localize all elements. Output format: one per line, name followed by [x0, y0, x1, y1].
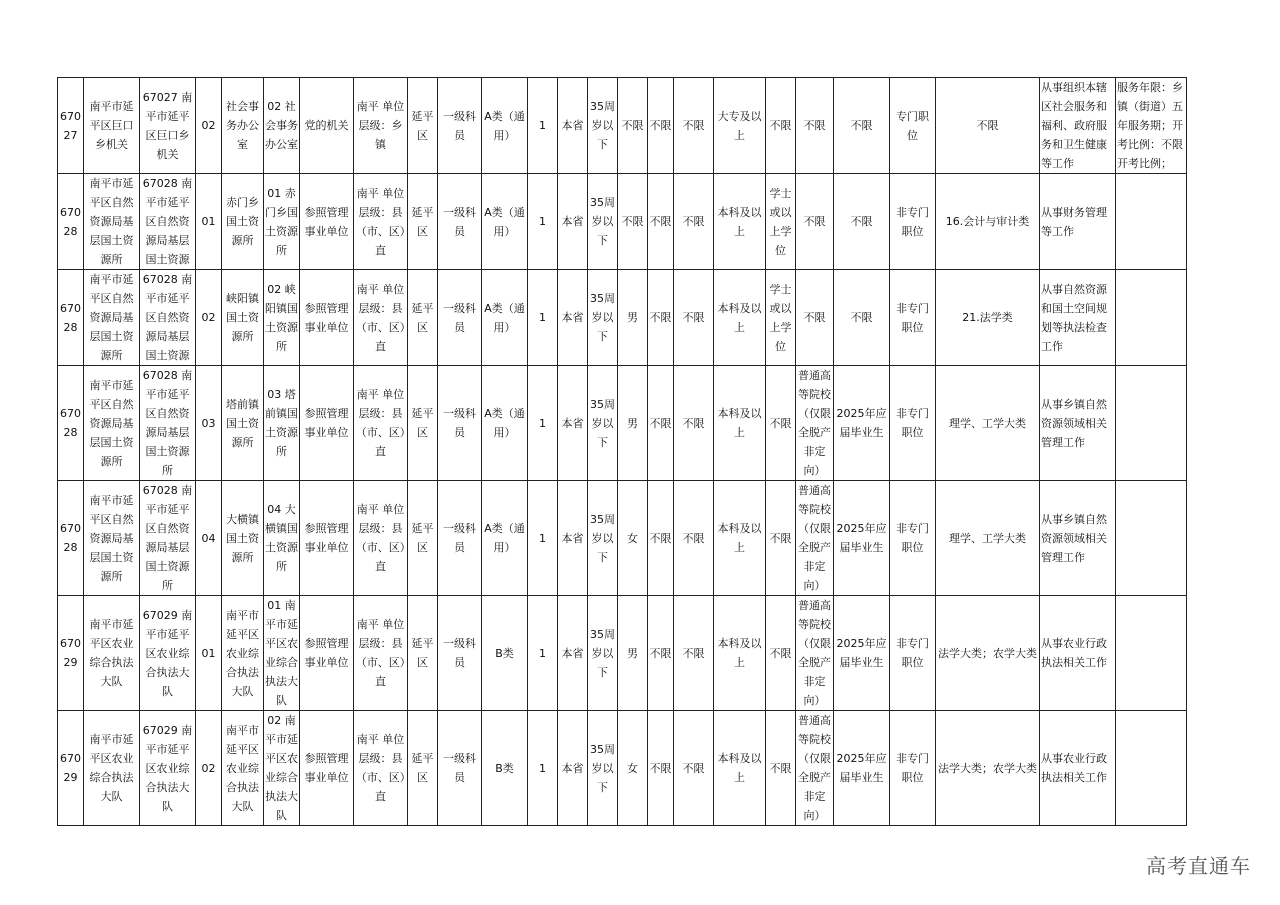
table-cell: 不限 [766, 78, 796, 174]
table-row [58, 711, 1187, 826]
table-cell: 67028 南平市延平区自然资源局基层国土资源 [140, 174, 196, 270]
table-cell: 35周岁以下 [588, 366, 618, 481]
table-cell: 不限 [834, 270, 890, 366]
table-cell: 理学、工学大类 [936, 481, 1040, 596]
table-cell: 本科及以上 [714, 174, 766, 270]
table-cell: 非专门职位 [890, 174, 936, 270]
table-cell: 35周岁以下 [588, 711, 618, 826]
table-cell: 男 [618, 366, 648, 481]
table-cell: 1 [528, 366, 558, 481]
table-cell [1116, 596, 1187, 711]
table-cell: 延平区 [408, 596, 438, 711]
table-cell: 延平区 [408, 270, 438, 366]
table-cell: 本省 [558, 78, 588, 174]
table-cell: 01 赤门乡国土资源所 [264, 174, 300, 270]
table-row [58, 596, 1187, 711]
table-cell: 不限 [618, 174, 648, 270]
table-cell: 女 [618, 711, 648, 826]
table-cell: 35周岁以下 [588, 596, 618, 711]
table-cell: B类 [482, 596, 528, 711]
table-cell: 峡阳镇国土资源所 [222, 270, 264, 366]
table-cell: 学士或以上学位 [766, 174, 796, 270]
table-cell: 南平市延平区农业综合执法大队 [222, 596, 264, 711]
table-cell: 非专门职位 [890, 711, 936, 826]
table-cell: 本科及以上 [714, 270, 766, 366]
table-cell: 不限 [674, 366, 714, 481]
table-cell: 南平 单位层级：县（市、区）直 [354, 270, 408, 366]
table-cell: 2025年应届毕业生 [834, 366, 890, 481]
table-cell [1116, 711, 1187, 826]
table-cell: 一级科员 [438, 596, 482, 711]
table-cell: 党的机关 [300, 78, 354, 174]
table-cell: 67029 南平市延平区农业综合执法大队 [140, 711, 196, 826]
table-cell: 02 [196, 78, 222, 174]
table-cell: 参照管理事业单位 [300, 366, 354, 481]
table-cell: 不限 [648, 174, 674, 270]
table-cell: 1 [528, 481, 558, 596]
table-cell: 延平区 [408, 711, 438, 826]
table-cell: 35周岁以下 [588, 174, 618, 270]
table-cell: 从事财务管理等工作 [1040, 174, 1116, 270]
table-cell: 参照管理事业单位 [300, 270, 354, 366]
table-cell: 南平市延平区农业综合执法大队 [84, 711, 140, 826]
table-cell: 不限 [648, 366, 674, 481]
table-cell: 67029 南平市延平区农业综合执法大队 [140, 596, 196, 711]
table-cell: 参照管理事业单位 [300, 711, 354, 826]
recruitment-table [57, 77, 1187, 826]
table-cell: 04 [196, 481, 222, 596]
table-cell: 理学、工学大类 [936, 366, 1040, 481]
table-cell: 1 [528, 78, 558, 174]
table-cell [1116, 481, 1187, 596]
table-cell: 本科及以上 [714, 481, 766, 596]
table-cell: 67029 [58, 711, 84, 826]
table-cell: 本省 [558, 481, 588, 596]
table-cell: 67028 [58, 366, 84, 481]
table-cell: 03 [196, 366, 222, 481]
table-cell: 67027 南平市延平区巨口乡机关 [140, 78, 196, 174]
table-cell: 不限 [796, 270, 834, 366]
table-cell: 一级科员 [438, 366, 482, 481]
table-cell: 参照管理事业单位 [300, 481, 354, 596]
table-row [58, 366, 1187, 481]
table-cell: 02 [196, 711, 222, 826]
table-cell: 67029 [58, 596, 84, 711]
table-cell: A类（通用） [482, 78, 528, 174]
table-cell: 不限 [648, 78, 674, 174]
table-cell: 不限 [648, 481, 674, 596]
table-cell: 参照管理事业单位 [300, 596, 354, 711]
table-cell: 非专门职位 [890, 366, 936, 481]
table-cell: 延平区 [408, 78, 438, 174]
table-cell: 21.法学类 [936, 270, 1040, 366]
table-cell: 专门职位 [890, 78, 936, 174]
table-cell: 南平 单位层级：县（市、区）直 [354, 596, 408, 711]
table-cell: 男 [618, 596, 648, 711]
table-cell: 从事自然资源和国土空间规划等执法检查工作 [1040, 270, 1116, 366]
table-cell [1116, 366, 1187, 481]
table-cell: 南平市延平区自然资源局基层国土资源所 [84, 174, 140, 270]
table-cell: 从事组织本辖区社会服务和福利、政府服务和卫生健康等工作 [1040, 78, 1116, 174]
table-cell: 不限 [648, 596, 674, 711]
table-cell: 02 峡阳镇国土资源所 [264, 270, 300, 366]
table-cell: A类（通用） [482, 481, 528, 596]
table-cell: 16.会计与审计类 [936, 174, 1040, 270]
table-cell: 一级科员 [438, 174, 482, 270]
table-cell: 女 [618, 481, 648, 596]
table-cell: 01 [196, 596, 222, 711]
table-cell: 不限 [674, 711, 714, 826]
table-cell: 02 社会事务办公室 [264, 78, 300, 174]
table-row [58, 78, 1187, 174]
table-cell: 不限 [936, 78, 1040, 174]
table-cell: 南平 单位层级：县（市、区）直 [354, 481, 408, 596]
table-cell: 1 [528, 596, 558, 711]
table-cell: 本省 [558, 174, 588, 270]
table-cell: 普通高等院校（仅限全脱产非定向） [796, 366, 834, 481]
table-cell: 服务年限：乡镇（街道）五年服务期；开考比例：不限 开考比例； [1116, 78, 1187, 174]
table-cell: 02 [196, 270, 222, 366]
table-cell: 大横镇国土资源所 [222, 481, 264, 596]
table-cell: 03 塔前镇国土资源所 [264, 366, 300, 481]
table-cell: 社会事务办公室 [222, 78, 264, 174]
table-cell: 一级科员 [438, 270, 482, 366]
table-cell: 本省 [558, 711, 588, 826]
table-cell: 一级科员 [438, 711, 482, 826]
table-cell: 南平市延平区自然资源局基层国土资源所 [84, 366, 140, 481]
table-cell: 南平市延平区自然资源局基层国土资源所 [84, 481, 140, 596]
table-cell: 南平 单位层级：县（市、区）直 [354, 366, 408, 481]
table-cell: 不限 [834, 78, 890, 174]
table-row [58, 481, 1187, 596]
table-cell: 不限 [796, 174, 834, 270]
table-cell: 法学大类；农学大类 [936, 711, 1040, 826]
table-cell: 南平 单位层级：县（市、区）直 [354, 174, 408, 270]
table-cell: 南平市延平区农业综合执法大队 [84, 596, 140, 711]
table-cell: 本科及以上 [714, 366, 766, 481]
table-cell: 南平市延平区巨口乡机关 [84, 78, 140, 174]
table-cell: 参照管理事业单位 [300, 174, 354, 270]
table-cell: 不限 [648, 270, 674, 366]
table-cell: 1 [528, 711, 558, 826]
table-cell: 04 大横镇国土资源所 [264, 481, 300, 596]
table-cell: 2025年应届毕业生 [834, 711, 890, 826]
table-cell: 不限 [796, 78, 834, 174]
table-cell: 不限 [674, 78, 714, 174]
table-cell: 赤门乡国土资源所 [222, 174, 264, 270]
table-cell: 非专门职位 [890, 481, 936, 596]
table-cell: 南平市延平区农业综合执法大队 [222, 711, 264, 826]
table-cell [1116, 174, 1187, 270]
table-cell: 01 [196, 174, 222, 270]
table-cell: 不限 [674, 596, 714, 711]
table-cell: 本省 [558, 366, 588, 481]
table-cell: 本科及以上 [714, 711, 766, 826]
table-cell: 不限 [766, 596, 796, 711]
table-cell: 一级科员 [438, 78, 482, 174]
table-cell: 从事农业行政执法相关工作 [1040, 711, 1116, 826]
table-cell: 延平区 [408, 481, 438, 596]
table-cell: 1 [528, 174, 558, 270]
table-cell: 一级科员 [438, 481, 482, 596]
table-cell: 不限 [766, 481, 796, 596]
table-cell: 35周岁以下 [588, 270, 618, 366]
table-cell: 男 [618, 270, 648, 366]
table-cell: 非专门职位 [890, 596, 936, 711]
table-cell: 67028 [58, 481, 84, 596]
table-cell: 1 [528, 270, 558, 366]
table-cell: 非专门职位 [890, 270, 936, 366]
table-cell: 本省 [558, 596, 588, 711]
table-cell: 67028 [58, 270, 84, 366]
table-cell: 35周岁以下 [588, 78, 618, 174]
table-cell: 67028 [58, 174, 84, 270]
table-cell: 南平 单位层级：乡镇 [354, 78, 408, 174]
table-cell: 不限 [648, 711, 674, 826]
table-cell: 从事农业行政执法相关工作 [1040, 596, 1116, 711]
table-row [58, 270, 1187, 366]
table-cell: 不限 [674, 270, 714, 366]
table-cell: 不限 [766, 366, 796, 481]
table-cell: 延平区 [408, 366, 438, 481]
table-cell: 普通高等院校（仅限全脱产非定向） [796, 596, 834, 711]
table-cell: 35周岁以下 [588, 481, 618, 596]
table-cell: 不限 [674, 481, 714, 596]
table-cell: 不限 [834, 174, 890, 270]
table-cell: A类（通用） [482, 366, 528, 481]
table-cell: 不限 [766, 711, 796, 826]
table-cell: A类（通用） [482, 270, 528, 366]
table-cell: 2025年应届毕业生 [834, 481, 890, 596]
table-cell: 南平 单位层级：县（市、区）直 [354, 711, 408, 826]
table-cell: 从事乡镇自然资源领域相关管理工作 [1040, 366, 1116, 481]
table-cell: 从事乡镇自然资源领域相关管理工作 [1040, 481, 1116, 596]
table-cell: 大专及以上 [714, 78, 766, 174]
table-row [58, 174, 1187, 270]
table-cell: 延平区 [408, 174, 438, 270]
table-cell: 2025年应届毕业生 [834, 596, 890, 711]
table-cell: 普通高等院校（仅限全脱产非定向） [796, 711, 834, 826]
table-cell: 67028 南平市延平区自然资源局基层国土资源所 [140, 481, 196, 596]
table-cell: 67028 南平市延平区自然资源局基层国土资源所 [140, 366, 196, 481]
table-cell: 01 南平市延平区农业综合执法大队 [264, 596, 300, 711]
table-cell: 法学大类；农学大类 [936, 596, 1040, 711]
table-cell: 本省 [558, 270, 588, 366]
table-cell [1116, 270, 1187, 366]
table-cell: 塔前镇国土资源所 [222, 366, 264, 481]
table-cell: 南平市延平区自然资源局基层国土资源所 [84, 270, 140, 366]
table-cell: B类 [482, 711, 528, 826]
watermark: 高考直通车 [1146, 854, 1251, 878]
table-cell: 学士或以上学位 [766, 270, 796, 366]
table-cell: 67028 南平市延平区自然资源局基层国土资源 [140, 270, 196, 366]
table-cell: 02 南平市延平区农业综合执法大队 [264, 711, 300, 826]
table-cell: 普通高等院校（仅限全脱产非定向） [796, 481, 834, 596]
table-cell: A类（通用） [482, 174, 528, 270]
table-cell: 不限 [674, 174, 714, 270]
table-cell: 67027 [58, 78, 84, 174]
table-cell: 不限 [618, 78, 648, 174]
table-cell: 本科及以上 [714, 596, 766, 711]
